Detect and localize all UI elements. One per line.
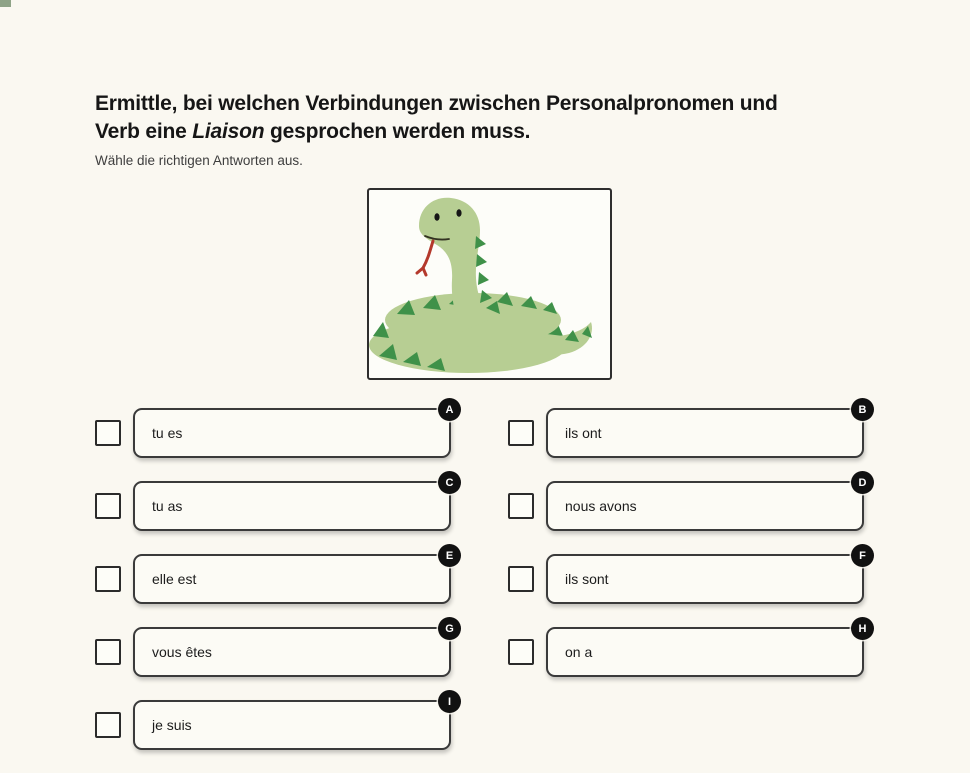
corner-artifact <box>0 0 11 7</box>
snake-eye-left <box>434 213 439 221</box>
snake-illustration <box>369 190 610 378</box>
answer-label: ils ont <box>565 425 602 441</box>
answer-letter-badge: H <box>851 617 874 640</box>
answer-checkbox-h[interactable] <box>508 639 534 665</box>
snake-tongue <box>417 241 433 275</box>
answer-letter-badge: A <box>438 398 461 421</box>
task-instruction: Wähle die richtigen Antworten aus. <box>95 153 303 168</box>
answer-label: elle est <box>152 571 197 587</box>
answer-label: vous êtes <box>152 644 212 660</box>
answer-letter-badge: B <box>851 398 874 421</box>
answer-option-c <box>95 476 454 531</box>
answer-checkbox-f[interactable] <box>508 566 534 592</box>
answer-letter-badge: F <box>851 544 874 567</box>
answer-checkbox-a[interactable] <box>95 420 121 446</box>
answer-checkbox-d[interactable] <box>508 493 534 519</box>
answer-option-h <box>508 622 867 677</box>
task-title-line1: Ermittle, bei welchen Verbindungen zwischen Personalpronomen und <box>95 92 778 115</box>
answer-option-g <box>95 622 454 677</box>
answer-letter-badge: C <box>438 471 461 494</box>
task-title <box>95 90 895 146</box>
snake-eye-right <box>456 209 461 217</box>
answer-option-i <box>95 695 452 750</box>
answer-box-e[interactable] <box>133 549 454 604</box>
answer-label: nous avons <box>565 498 637 514</box>
answer-box-d[interactable] <box>546 476 867 531</box>
answer-checkbox-b[interactable] <box>508 420 534 446</box>
answer-label: on a <box>565 644 593 660</box>
answer-box-f[interactable] <box>546 549 866 604</box>
illustration-card <box>367 188 612 380</box>
answer-letter-badge: I <box>438 690 461 713</box>
answer-box-h[interactable] <box>546 622 867 677</box>
answer-box-b[interactable] <box>546 403 867 458</box>
answer-letter-badge: G <box>438 617 461 640</box>
answer-option-e <box>95 549 454 604</box>
answer-label: tu as <box>152 498 183 514</box>
answer-checkbox-e[interactable] <box>95 566 121 592</box>
task-title-line2: Verb eine Liaison gesprochen werden muss. <box>95 120 531 143</box>
title-italic-term: Liaison <box>192 120 265 143</box>
answer-option-a <box>95 403 454 458</box>
answer-checkbox-c[interactable] <box>95 493 121 519</box>
answer-checkbox-g[interactable] <box>95 639 121 665</box>
answer-option-b <box>508 403 867 458</box>
answer-option-d <box>508 476 867 531</box>
answer-letter-badge: D <box>851 471 874 494</box>
answer-option-f <box>508 549 866 604</box>
answer-letter-badge: E <box>438 544 461 567</box>
answer-label: ils sont <box>565 571 609 587</box>
answer-box-i[interactable] <box>133 695 452 750</box>
answer-box-g[interactable] <box>133 622 454 677</box>
answer-box-a[interactable] <box>133 403 454 458</box>
answer-checkbox-i[interactable] <box>95 712 121 738</box>
answer-box-c[interactable] <box>133 476 454 531</box>
answer-label: je suis <box>152 717 192 733</box>
answer-label: tu es <box>152 425 183 441</box>
